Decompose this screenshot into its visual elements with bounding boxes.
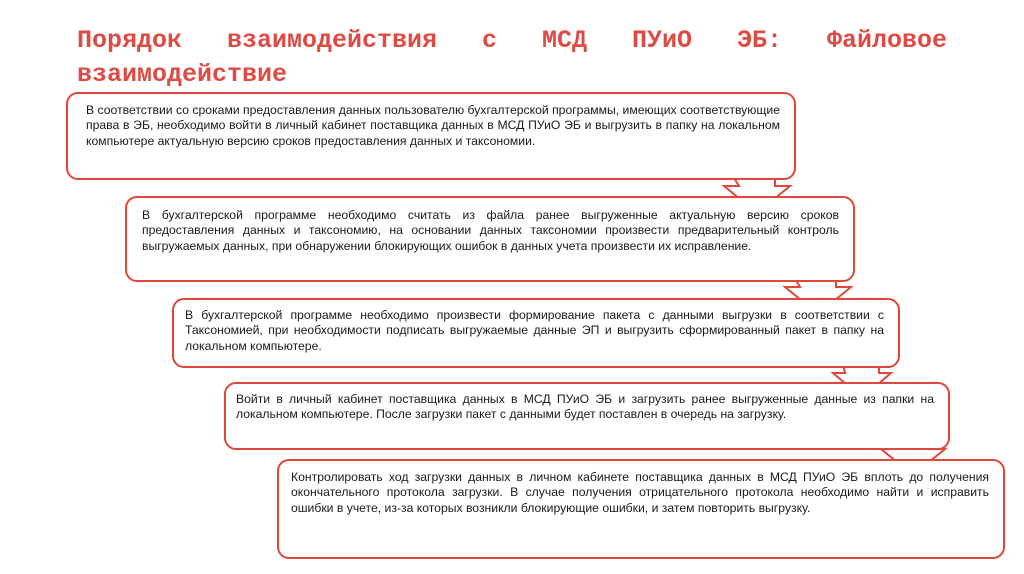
step-box-5 xyxy=(277,459,1005,559)
step-box-2 xyxy=(125,196,855,282)
step-box-1 xyxy=(66,92,796,180)
step-4-text: Войти в личный кабинет поставщика данных в МСД ПУиО ЭБ и загрузить ранее выгруженные данные из папки на локальном компьютере. После загрузки пакет с данными будет поставлен в очередь на загрузку. xyxy=(236,392,934,422)
slide-title-line-1: Порядок взаимодействия с МСД ПУиО ЭБ: Файловое xyxy=(77,26,947,55)
step-box-4 xyxy=(224,382,950,450)
slide-title-line-2: взаимодействие xyxy=(77,60,288,89)
step-box-3 xyxy=(172,298,900,368)
step-5-text: Контролировать ход загрузки данных в личном кабинете поставщика данных в МСД ПУиО ЭБ вплоть до получения окончательного протокола загрузки. В случае получения отрицательного протокола необходимо найти и исправить ошибки в учете, из-за которых возникли блокирующие ошибки, и затем повторить выгрузку. xyxy=(291,470,989,515)
step-1-text: В соответствии со сроками предоставления данных пользователю бухгалтерской программы, имеющих соответствующие права в ЭБ, необходимо войти в личный кабинет поставщика данных в МСД ПУиО ЭБ и выгрузить в папку на локальном компьютере актуальную версию сроков предоставления данных и таксономии. xyxy=(86,103,780,148)
step-3-text: В бухгалтерской программе необходимо произвести формирование пакета с данными выгрузки в соответствии с Таксономией, при необходимости подписать выгружаемые данные ЭП и выгрузить сформированный пакет в папку на локальном компьютере. xyxy=(185,308,884,353)
step-2-text: В бухгалтерской программе необходимо считать из файла ранее выгруженные актуальную версию сроков предоставления данных и таксономию, на основании данных таксономии произвести предварительный контроль выгружаемых данных, при обнаружении блокирующих ошибок в данных учета произвести их исправление. xyxy=(142,208,839,253)
